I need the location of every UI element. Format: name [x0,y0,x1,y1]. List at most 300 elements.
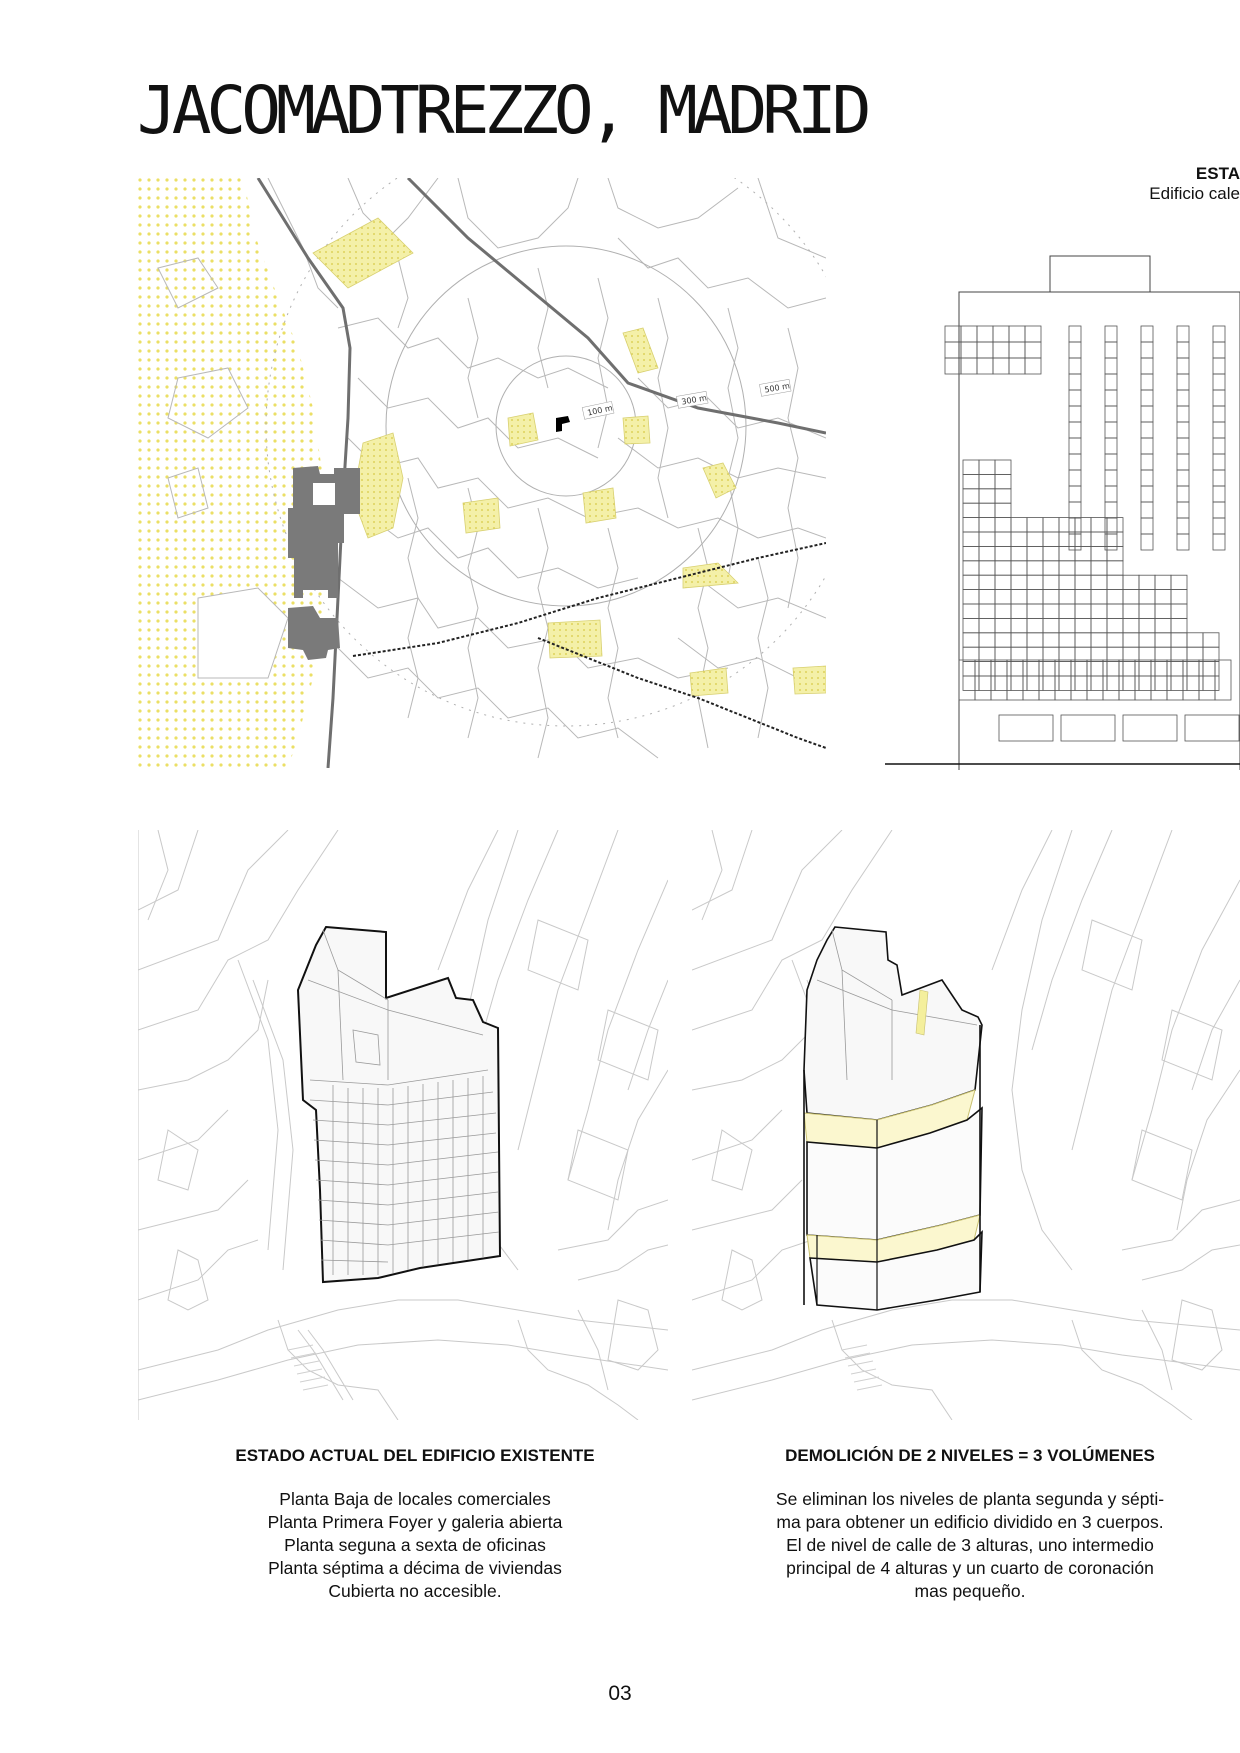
facade-panel [1027,532,1043,546]
facade-panel [1069,390,1081,406]
facade-panel [1091,575,1107,589]
facade-panel [1043,518,1059,532]
caption-heading: DEMOLICIÓN DE 2 NIVELES = 3 VOLÚMENES [785,1446,1155,1465]
facade-panel [995,532,1011,546]
facade-panel [961,342,977,358]
facade-panel [1119,660,1135,700]
facade-panel [1043,647,1059,661]
axonometric-demolition [692,830,1240,1420]
facade-panel [1027,618,1043,632]
facade-panel [1177,326,1189,342]
facade-panel [1059,618,1075,632]
facade-panel [979,489,995,503]
facade-panel [1213,438,1225,454]
facade-panel [1213,342,1225,358]
facade-panel [1011,546,1027,560]
facade-panel [1141,422,1153,438]
facade-panel [1105,438,1117,454]
facade-panel [1187,676,1203,690]
facade-panel [1105,358,1117,374]
facade-panel [1105,502,1117,518]
facade-panel [1167,660,1183,700]
facade-panel [1187,662,1203,676]
facade-panel [1107,647,1123,661]
facade-panel [1043,575,1059,589]
facade-panel [963,518,979,532]
facade-panel [1091,618,1107,632]
facade-panel [1039,660,1055,700]
facade-panel [1075,662,1091,676]
facade-panel [1177,502,1189,518]
facade-panel [995,575,1011,589]
facade-panel [993,342,1009,358]
facade-panel [1123,604,1139,618]
facade-panel [1069,470,1081,486]
facade-panel [1177,486,1189,502]
facade-panel [1011,575,1027,589]
facade-panel [1213,326,1225,342]
existing-building [298,927,500,1282]
facade-panel [1141,534,1153,550]
facade-panel [1139,604,1155,618]
landmark-palace [288,466,360,660]
facade-panel [1199,660,1215,700]
facade-panel [1213,486,1225,502]
facade-panel [963,633,979,647]
facade-panel [1043,532,1059,546]
facade-panel [963,662,979,676]
facade-panel [1107,575,1123,589]
facade-panel [1171,647,1187,661]
facade-panel [1069,358,1081,374]
facade-panel [1171,604,1187,618]
facade-panel [1105,422,1117,438]
facade-panel [1075,590,1091,604]
caption-line: mas pequeño. [914,1581,1026,1601]
facade-panel [1011,604,1027,618]
facade-panel [1177,518,1189,534]
facade-panel [963,460,979,474]
facade-panel [1213,454,1225,470]
facade-panel [1075,604,1091,618]
facade-panel [1075,618,1091,632]
facade-panel [979,662,995,676]
facade-panel [1141,406,1153,422]
facade-panel [995,474,1011,488]
facade-panel [1105,406,1117,422]
caption-line: Cubierta no accesible. [328,1581,502,1601]
facade-panel [1155,618,1171,632]
facade-panel [995,618,1011,632]
facade-panel [1087,660,1103,700]
facade-panel [963,561,979,575]
facade-panel [1091,633,1107,647]
facade-panel [1177,358,1189,374]
facade-panel [1075,676,1091,690]
facade-panel [1027,662,1043,676]
facade-panel [995,647,1011,661]
facade-panel [963,590,979,604]
facade-panel [1215,660,1231,700]
facade-panel [1177,534,1189,550]
facade-panel [995,518,1011,532]
facade-panel [1043,604,1059,618]
facade-panel [1155,590,1171,604]
facade-panel [1141,358,1153,374]
facade-panel [1139,575,1155,589]
facade-panel [1091,662,1107,676]
facade-panel [993,358,1009,374]
facade-panel [979,518,995,532]
facade-panel [1059,604,1075,618]
facade-panel [1105,470,1117,486]
facade-panel [1203,676,1219,690]
facade-panel [963,503,979,517]
facade-panel [1171,590,1187,604]
facade-panel [1043,590,1059,604]
facade-panel [1155,633,1171,647]
facade-panel [1027,518,1043,532]
facade-panel [1139,662,1155,676]
facade-panel [977,358,993,374]
page-number: 03 [608,1682,632,1705]
facade-panel [1213,470,1225,486]
facade-panel [995,546,1011,560]
facade-panel [1107,546,1123,560]
facade-panel [1069,326,1081,342]
facade-panel [1069,422,1081,438]
facade-panel [1107,518,1123,532]
facade-panel [1091,647,1107,661]
facade-panel [963,604,979,618]
facade-panel [1069,502,1081,518]
radius-label-500: 500 m [763,381,791,395]
facade-panel [1059,575,1075,589]
facade-panel [1213,518,1225,534]
facade-panel [1011,590,1027,604]
facade-panel [1177,374,1189,390]
facade-panel [1007,660,1023,700]
facade-panel [1139,633,1155,647]
page-title: JACOMADTREZZO, MADRID [137,72,867,149]
facade-panel [1213,502,1225,518]
facade-panel [1141,326,1153,342]
facade-panel [1059,633,1075,647]
radius-label-300: 300 m [680,393,708,407]
facade-panel [963,575,979,589]
facade-panel [1011,633,1027,647]
facade-panel [1075,575,1091,589]
facade-panel [1123,618,1139,632]
elevation-subheading: Edificio cale [1149,184,1240,203]
caption-line: Planta séptima a décima de viviendas [268,1558,562,1578]
facade-panel [1075,561,1091,575]
facade-panel [1043,561,1059,575]
facade-panel [1105,342,1117,358]
facade-panel [961,326,977,342]
facade-panel [979,647,995,661]
facade-panel [1071,660,1087,700]
facade-panel [1027,546,1043,560]
facade-panel [1187,647,1203,661]
facade-panel [1141,342,1153,358]
facade-panel [1213,374,1225,390]
facade-panel [1011,518,1027,532]
facade-panel [961,358,977,374]
facade-panel [1075,518,1091,532]
facade-panel [1027,633,1043,647]
facade-panel [1155,676,1171,690]
facade-panel [1091,561,1107,575]
facade-panel [1011,561,1027,575]
facade-panel [1091,532,1107,546]
facade-panel [979,618,995,632]
facade-panel [1139,676,1155,690]
facade-panel [1183,660,1199,700]
facade-panel [1011,662,1027,676]
facade-panel [1107,662,1123,676]
facade-panel [1025,342,1041,358]
facade-panel [1139,647,1155,661]
facade-panel [995,662,1011,676]
caption-line: ma para obtener un edificio dividido en 3 cuerpos. [776,1512,1164,1532]
facade-panel [1027,604,1043,618]
facade-panel [1103,660,1119,700]
three-volume-building [804,927,982,1310]
facade-panel [963,532,979,546]
facade-panel [1139,618,1155,632]
facade-panel [995,561,1011,575]
facade-panel [1025,326,1041,342]
facade-panel [1155,575,1171,589]
facade-panel [1141,502,1153,518]
caption-line: Se eliminan los niveles de planta segunda y sépti- [775,1489,1165,1509]
facade-panel [1059,518,1075,532]
facade-panel [979,532,995,546]
facade-panel [1171,618,1187,632]
facade-panel [963,647,979,661]
radius-label-100: 100 m [586,403,614,418]
facade-panel [1075,546,1091,560]
facade-panel [995,676,1011,690]
facade-panel [1069,486,1081,502]
facade-panel [979,546,995,560]
facade-panel [1107,590,1123,604]
facade-panel [1123,633,1139,647]
facade-panel [1203,633,1219,647]
facade-panel [1177,422,1189,438]
facade-panel [1151,660,1167,700]
facade-panel [1171,575,1187,589]
facade-panel [977,326,993,342]
facade-panel [1091,590,1107,604]
facade-panel [1091,676,1107,690]
facade-panel [1091,604,1107,618]
facade-panel [1177,470,1189,486]
facade-panel [1027,676,1043,690]
facade-panel [979,460,995,474]
facade-panel [1123,575,1139,589]
facade-panel [1105,390,1117,406]
facade-panel [1069,406,1081,422]
facade-panel [1141,438,1153,454]
facade-panel [1027,561,1043,575]
facade-panel [1177,342,1189,358]
caption-line: principal de 4 alturas y un cuarto de coronación [786,1558,1154,1578]
facade-panel [975,660,991,700]
facade-panel [995,460,1011,474]
caption-line: El de nivel de calle de 3 alturas, uno intermedio [786,1535,1154,1555]
facade-panel [979,503,995,517]
caption-line: Planta seguna a sexta de oficinas [284,1535,546,1555]
facade-panel [1023,660,1039,700]
facade-panel [1059,662,1075,676]
facade-panel [1011,676,1027,690]
facade-panel [1105,486,1117,502]
facade-panel [979,474,995,488]
facade-panel [1141,518,1153,534]
facade-panel [1139,590,1155,604]
facade-panel [1123,662,1139,676]
facade-panel [959,660,975,700]
facade-panel [1059,561,1075,575]
facade-panel [1059,647,1075,661]
facade-panel [991,660,1007,700]
facade-panel [1043,662,1059,676]
facade-panel [1213,390,1225,406]
facade-panel [1027,647,1043,661]
facade-panel [1027,590,1043,604]
facade-panel [1171,633,1187,647]
facade-panel [1107,676,1123,690]
facade-panel [1107,618,1123,632]
site-marker [556,416,570,432]
facade-elevation [885,160,1240,770]
facade-panel [1027,575,1043,589]
facade-panel [995,604,1011,618]
axonometric-existing [138,830,668,1420]
facade-panel [1069,374,1081,390]
facade-panel [979,633,995,647]
caption-demolition [700,1446,1240,1603]
caption-line: Planta Baja de locales comerciales [279,1489,551,1509]
facade-panel [1141,374,1153,390]
facade-panel [963,546,979,560]
facade-panel [999,715,1053,741]
facade-panel [1107,561,1123,575]
facade-panel [963,474,979,488]
facade-panel [1141,470,1153,486]
caption-heading: ESTADO ACTUAL DEL EDIFICIO EXISTENTE [235,1446,595,1465]
facade-panel [1055,660,1071,700]
facade-panel [1105,374,1117,390]
facade-panel [1069,438,1081,454]
facade-panel [979,561,995,575]
facade-panel [1123,715,1177,741]
facade-panel [995,633,1011,647]
facade-panel [995,503,1011,517]
facade-panel [1123,676,1139,690]
facade-panel [1011,532,1027,546]
facade-panel [1203,662,1219,676]
facade-panel [1177,438,1189,454]
facade-panel [1155,662,1171,676]
facade-panel [1141,454,1153,470]
facade-panel [1171,662,1187,676]
facade-panel [1203,647,1219,661]
facade-panel [1177,390,1189,406]
facade-panel [1059,676,1075,690]
facade-panel [1155,647,1171,661]
facade-panel [1091,518,1107,532]
facade-panel [1213,358,1225,374]
facade-panel [1213,422,1225,438]
facade-panel [1107,604,1123,618]
facade-panel [995,590,1011,604]
facade-panel [963,489,979,503]
facade-panel [1091,546,1107,560]
facade-panel [1075,647,1091,661]
facade-panel [1061,715,1115,741]
facade-panel [1171,676,1187,690]
facade-panel [1177,406,1189,422]
facade-panel [1011,647,1027,661]
facade-panel [1105,326,1117,342]
facade-panel [1025,358,1041,374]
facade-panel [1213,534,1225,550]
facade-panel [1123,647,1139,661]
facade-panel [1043,618,1059,632]
facade-panel [1011,618,1027,632]
facade-panel [1009,326,1025,342]
facade-panel [1187,633,1203,647]
facade-panel [979,575,995,589]
facade-panel [1059,590,1075,604]
site-map [138,178,826,768]
facade-panel [1069,342,1081,358]
facade-panel [1185,715,1239,741]
facade-panel [1141,486,1153,502]
facade-panel [1059,546,1075,560]
facade-panel [1075,633,1091,647]
facade-panel [993,326,1009,342]
facade-panel [979,676,995,690]
facade-panel [1043,676,1059,690]
facade-panel [1107,633,1123,647]
facade-panel [1123,590,1139,604]
facade-panel [1009,342,1025,358]
facade-panel [963,676,979,690]
facade-panel [995,489,1011,503]
facade-panel [1105,454,1117,470]
facade-panel [1069,454,1081,470]
facade-panel [979,604,995,618]
facade-panel [979,590,995,604]
facade-panel [1043,546,1059,560]
facade-panel [1135,660,1151,700]
caption-existing [180,1446,650,1603]
elevation-heading: ESTA [1195,164,1240,183]
facade-panel [1043,633,1059,647]
facade-panel [963,618,979,632]
facade-panel [1213,406,1225,422]
facade-panel [1177,454,1189,470]
facade-panel [1009,358,1025,374]
facade-panel [1155,604,1171,618]
facade-panel [1141,390,1153,406]
caption-line: Planta Primera Foyer y galeria abierta [267,1512,563,1532]
facade-panel [977,342,993,358]
